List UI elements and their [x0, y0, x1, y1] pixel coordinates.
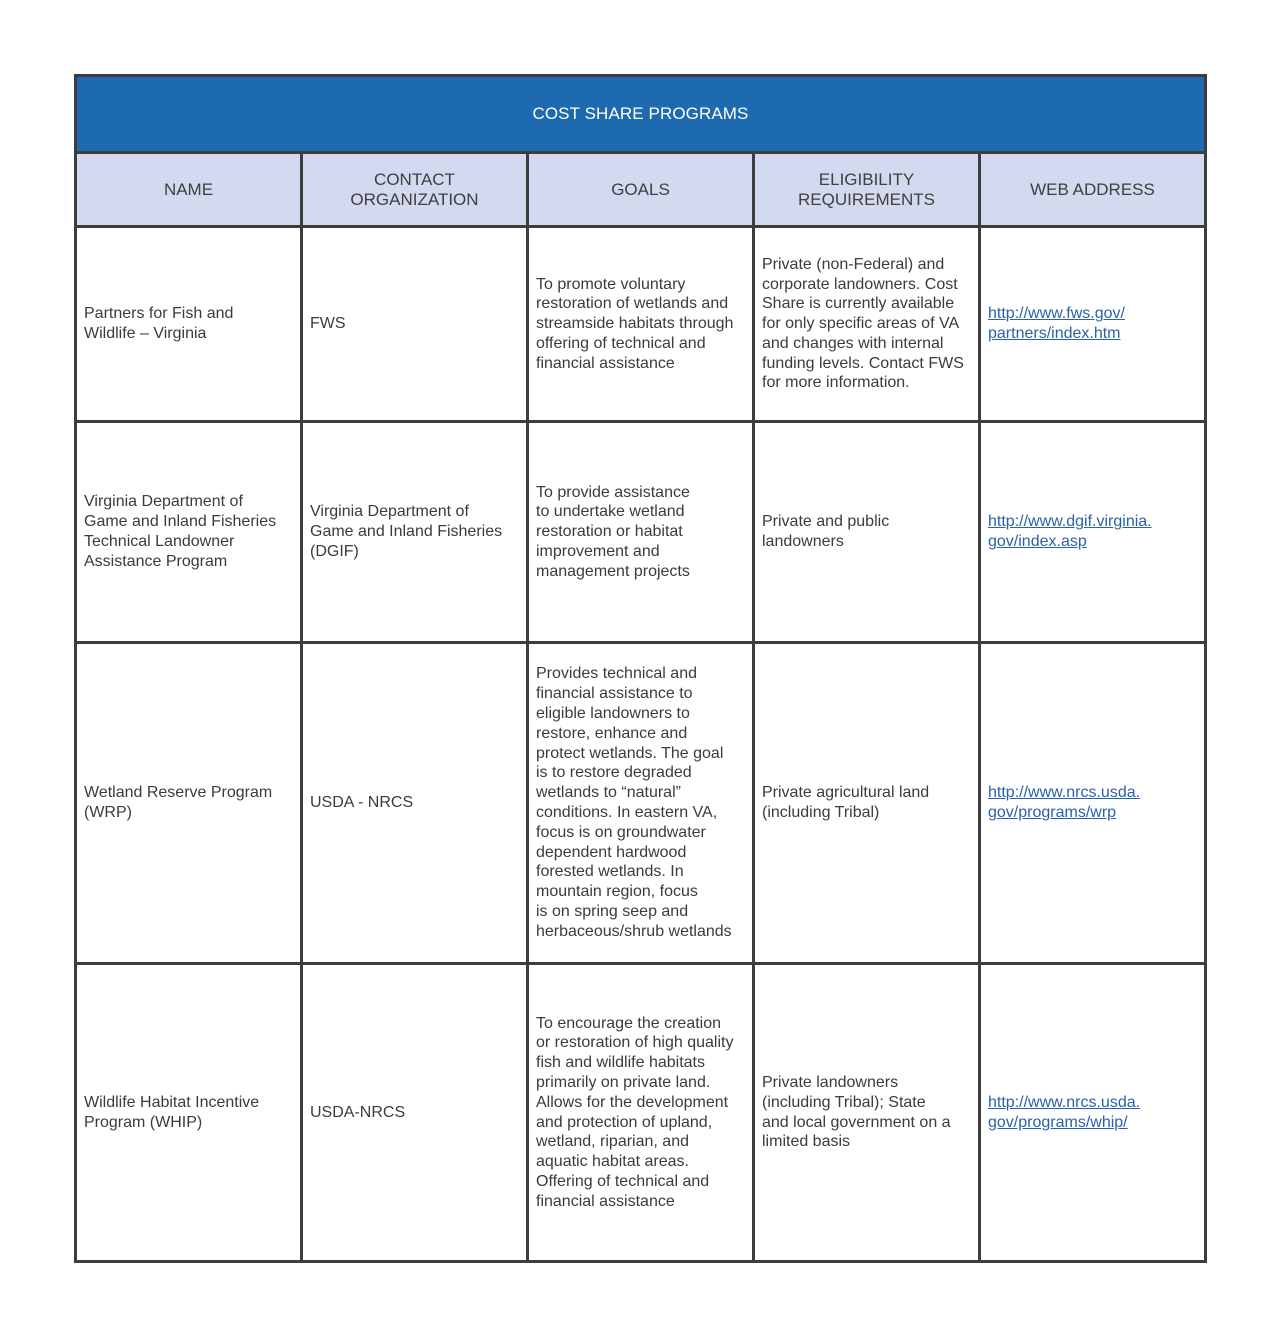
- web-address-link[interactable]: http://www.fws.gov/ partners/index.htm: [988, 305, 1125, 342]
- web-address-cell: [980, 643, 1206, 964]
- table-row: [76, 422, 1206, 643]
- table-row: [76, 227, 1206, 422]
- contact-organization: USDA - NRCS: [302, 643, 528, 964]
- program-name: Virginia Department of Game and Inland Fisheries Technical Landowner Assistance Program: [76, 422, 302, 643]
- program-goals: To promote voluntary restoration of wetlands and streamside habitats through offering of technical and financial assistance: [528, 227, 754, 422]
- eligibility-requirements: Private agricultural land (including Tribal): [754, 643, 980, 964]
- table-title: COST SHARE PROGRAMS: [76, 76, 1206, 153]
- program-name: Partners for Fish and Wildlife – Virginia: [76, 227, 302, 422]
- table-row: [76, 964, 1206, 1262]
- header-goals: GOALS: [528, 153, 754, 227]
- eligibility-requirements: Private and public landowners: [754, 422, 980, 643]
- program-name: Wetland Reserve Program (WRP): [76, 643, 302, 964]
- web-address-cell: [980, 422, 1206, 643]
- contact-organization: FWS: [302, 227, 528, 422]
- program-name: Wildlife Habitat Incentive Program (WHIP): [76, 964, 302, 1262]
- web-address-link[interactable]: http://www.nrcs.usda. gov/programs/wrp: [988, 784, 1141, 821]
- web-address-cell: [980, 227, 1206, 422]
- contact-organization: USDA-NRCS: [302, 964, 528, 1262]
- program-goals: To encourage the creation or restoration of high quality fish and wildlife habitats primarily on private land. Allows for the development and protection of upland, wetland, riparian, and aquatic habitat areas. Offering of technical and financial assistance: [528, 964, 754, 1262]
- eligibility-requirements: Private (non-Federal) and corporate landowners. Cost Share is currently available for only specific areas of VA and changes with internal funding levels. Contact FWS for more information.: [754, 227, 980, 422]
- web-address-link[interactable]: http://www.dgif.virginia. gov/index.asp: [988, 513, 1152, 550]
- program-goals: Provides technical and financial assistance to eligible landowners to restore, enhance and protect wetlands. The goal is to restore degraded wetlands to “natural” conditions. In eastern VA, focus is on groundwater dependent hardwood forested wetlands. In mountain region, focus is on spring seep and herbaceous/shrub wetlands: [528, 643, 754, 964]
- web-address-link[interactable]: http://www.nrcs.usda. gov/programs/whip/: [988, 1093, 1141, 1131]
- header-name: NAME: [76, 153, 302, 227]
- table-header-row: [76, 153, 1206, 227]
- cost-share-programs-table: [74, 74, 1207, 1263]
- table-row: [76, 643, 1206, 964]
- header-eligibility-requirements: ELIGIBILITY REQUIREMENTS: [754, 153, 980, 227]
- table-title-row: [76, 76, 1206, 153]
- eligibility-requirements: Private landowners (including Tribal); State and local government on a limited basis: [754, 964, 980, 1262]
- header-contact-organization: CONTACT ORGANIZATION: [302, 153, 528, 227]
- program-goals: To provide assistance to undertake wetland restoration or habitat improvement and management projects: [528, 422, 754, 643]
- header-web-address: WEB ADDRESS: [980, 153, 1206, 227]
- contact-organization: Virginia Department of Game and Inland Fisheries (DGIF): [302, 422, 528, 643]
- web-address-cell: [980, 964, 1206, 1262]
